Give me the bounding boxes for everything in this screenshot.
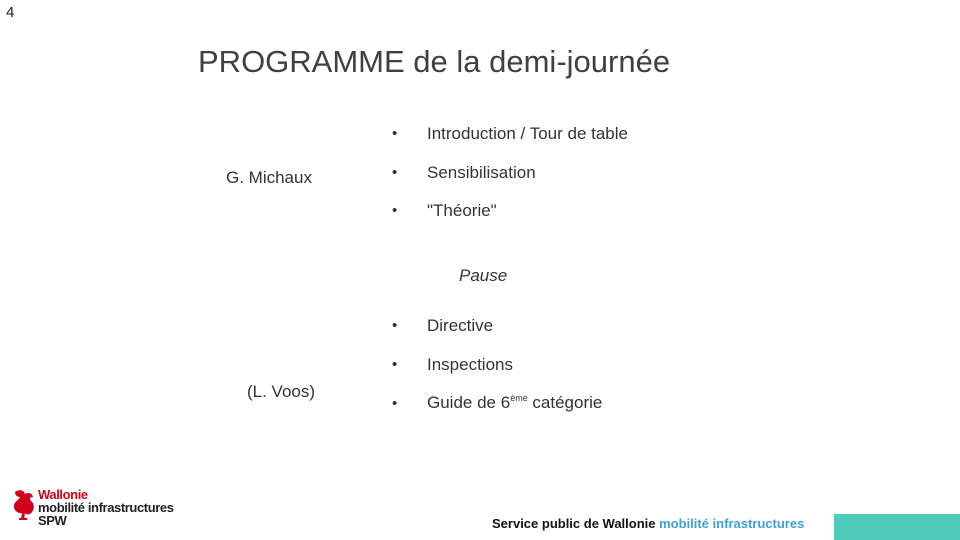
bullet-symbol: •	[392, 317, 398, 334]
slide-number: 4	[6, 4, 15, 21]
agenda-item-inspections: Inspections	[427, 355, 513, 374]
bullet-symbol: •	[392, 395, 398, 412]
bullet-symbol: •	[392, 164, 398, 181]
logo-line-wallonie: Wallonie	[38, 487, 88, 502]
agenda-item-sensibilisation: Sensibilisation	[427, 163, 536, 182]
agenda-item-theorie: "Théorie"	[427, 201, 497, 220]
bullet-symbol: •	[392, 356, 398, 373]
bullet-symbol: •	[392, 125, 398, 142]
agenda-item-directive: Directive	[427, 316, 494, 335]
guide-superscript: ème	[510, 393, 528, 403]
wallonia-rooster-icon	[10, 488, 38, 524]
footer-text	[492, 516, 804, 531]
logo-wordmark	[38, 488, 174, 527]
logo-line-spw: SPW	[38, 513, 67, 528]
footer-mobilite: mobilité infrastructures	[659, 516, 805, 531]
footer-service-public: Service public de Wallonie	[492, 516, 660, 531]
speaker-first: G. Michaux	[226, 168, 312, 187]
slide-title: PROGRAMME de la demi-journée	[198, 44, 671, 79]
agenda-item-introduction: Introduction / Tour de table	[427, 124, 628, 143]
pause-label: Pause	[459, 266, 508, 285]
guide-prefix: Guide de 6	[427, 393, 511, 412]
wallonie-logo	[10, 486, 190, 534]
footer-accent-bar	[834, 514, 960, 540]
agenda-item-guide	[427, 393, 602, 413]
bullet-symbol: •	[392, 202, 398, 219]
speaker-second: (L. Voos)	[247, 382, 316, 401]
logo-line-mobilite: mobilité infrastructures	[38, 500, 174, 515]
guide-suffix: catégorie	[527, 393, 603, 412]
